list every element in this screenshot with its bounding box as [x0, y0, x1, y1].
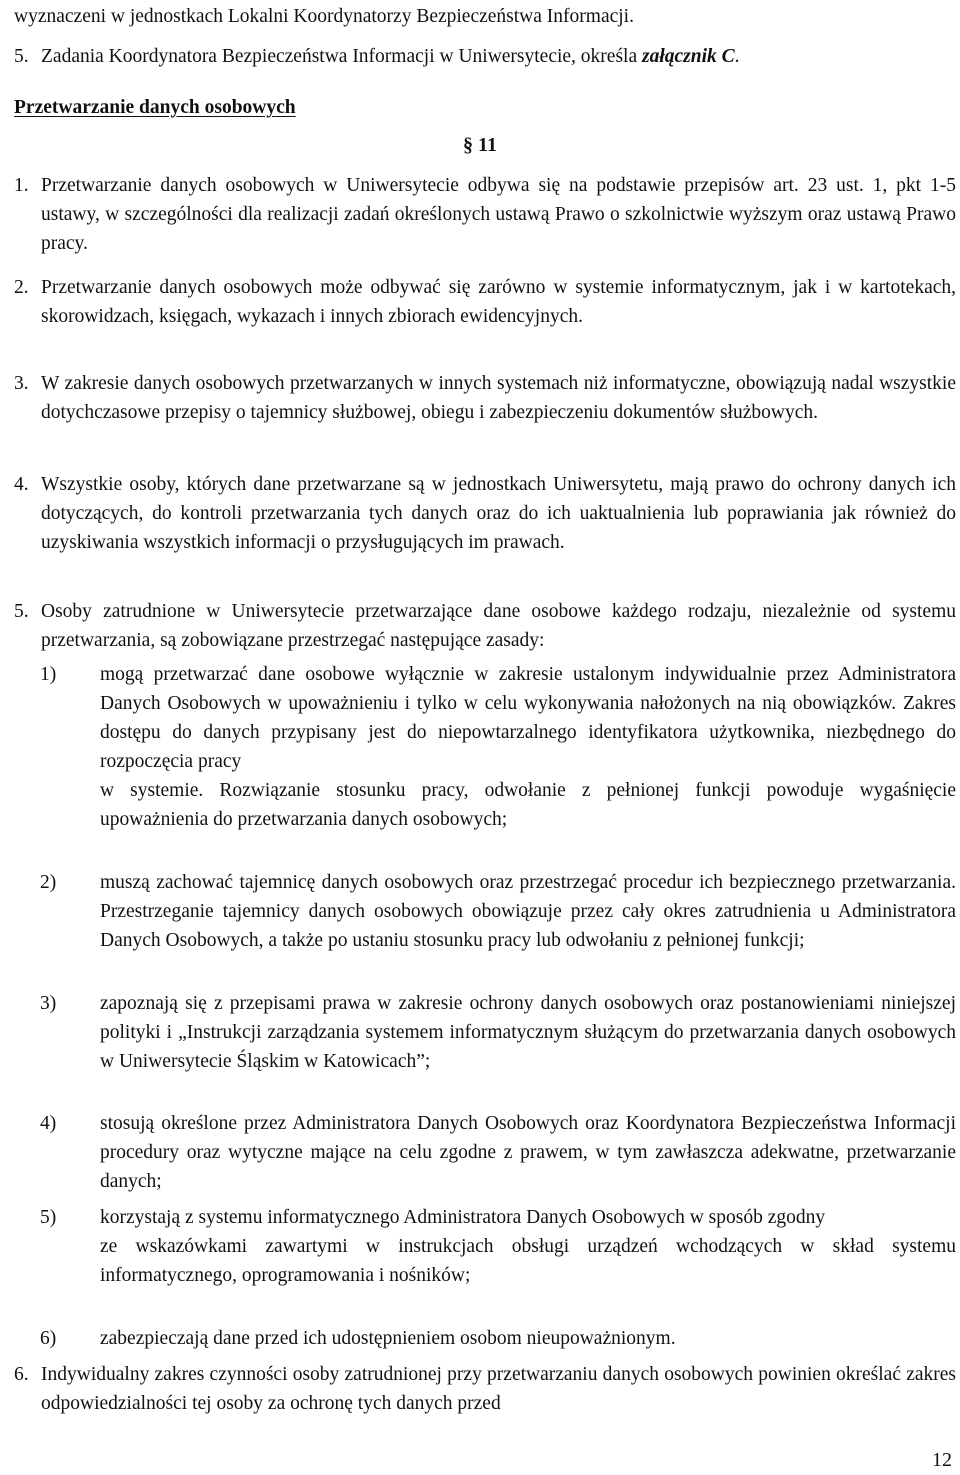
subitem-text-continued: ze wskazówkami zawartymi w instrukcjach obsługi urządzeń wchodzących w skład systemu informatycznego, oprogramowania i nośników;	[100, 1236, 956, 1286]
paragraph-3	[14, 369, 956, 427]
subitem-text: muszą zachować tajemnicę danych osobowych oraz przestrzegać procedur ich bezpiecznego przetwarzania. Przestrzeganie tajemnicy danych osobowych obowiązuje przez cały okres zatrudnienia u Administratora Danych Osobowych, a także po ustaniu stosunku pracy lub odwołaniu z pełnionej funkcji;	[100, 872, 956, 951]
item-5	[14, 42, 954, 71]
paragraph-text: Indywidualny zakres czynności osoby zatrudnionej przy przetwarzaniu danych osobowych powinien określać zakres odpowiedzialności tej osoby za ochronę tych danych przed	[41, 1364, 956, 1414]
subitem-number: 1)	[40, 664, 57, 685]
subitem-3	[40, 989, 956, 1076]
subitem-2	[40, 868, 956, 955]
paragraph-5	[14, 597, 956, 655]
item-text: Zadania Koordynatora Bezpieczeństwa Informacji w Uniwersytecie, określa	[41, 46, 642, 67]
paragraph-number: 2.	[14, 277, 29, 298]
paragraph-text: Osoby zatrudnione w Uniwersytecie przetwarzające dane osobowe każdego rodzaju, niezależnie od systemu przetwarzania, są zobowiązane przestrzegać następujące zasady:	[41, 601, 956, 651]
paragraph-text: Przetwarzanie danych osobowych może odbywać się zarówno w systemie informatycznym, jak i w kartotekach, skorowidzach, księgach, wykazach i innych zbiorach ewidencyjnych.	[41, 277, 956, 327]
paragraph-6	[14, 1360, 956, 1418]
paragraph-2	[14, 273, 956, 331]
subitem-number: 5)	[40, 1207, 57, 1228]
subitem-5	[40, 1203, 956, 1290]
continuation-line: wyznaczeni w jednostkach Lokalni Koordynatorzy Bezpieczeństwa Informacji.	[14, 6, 634, 27]
subitem-number: 6)	[40, 1328, 57, 1349]
paragraph-number: 5.	[14, 601, 29, 622]
subitem-number: 4)	[40, 1113, 57, 1134]
paragraph-text: Przetwarzanie danych osobowych w Uniwersytecie odbywa się na podstawie przepisów art. 23 ust. 1, pkt 1-5 ustawy, w szczególności dla realizacji zadań określonych ustawą Prawo o szkolnictwie wyższym oraz ustawą Prawo pracy.	[41, 175, 956, 254]
subitem-text: stosują określone przez Administratora Danych Osobowych oraz Koordynatora Bezpieczeństwa Informacji procedury oraz wytyczne mające na celu zgodne z prawem, w tym zawłaszcza adekwatne, przetwarzanie danych;	[100, 1113, 956, 1192]
subitem-text: zabezpieczają dane przed ich udostępnieniem osobom nieupoważnionym.	[100, 1328, 676, 1349]
subitem-text: mogą przetwarzać dane osobowe wyłącznie w zakresie ustalonym indywidualnie przez Administratora Danych Osobowych w upoważnieniu i tylko w celu wykonywania nałożonych na nią obowiązków. Zakres dostępu do danych przypisany jest do niepowtarzalnego identyfikatora użytkownika, niezbędnego do rozpoczęcia pracy	[100, 664, 956, 772]
subitem-text: zapoznają się z przepisami prawa w zakresie ochrony danych osobowych oraz postanowieniami niniejszej polityki i „Instrukcji zarządzania systemem informatycznym służącym do przetwarzania danych osobowych w Uniwersytecie Śląskim w Katowicach”;	[100, 993, 956, 1072]
subitem-number: 3)	[40, 993, 57, 1014]
attachment-reference: załącznik C	[642, 46, 735, 67]
item-number: 5.	[14, 46, 29, 67]
subitem-number: 2)	[40, 872, 57, 893]
subitem-text-continued: w systemie. Rozwiązanie stosunku pracy, odwołanie z pełnionej funkcji powoduje wygaśnięcie upoważnienia do przetwarzania danych osobowych;	[100, 780, 956, 830]
paragraph-number: 4.	[14, 474, 29, 495]
subitem-6	[40, 1324, 956, 1353]
subitem-text: korzystają z systemu informatycznego Administratora Danych Osobowych w sposób zgodny	[100, 1207, 826, 1228]
paragraph-text: Wszystkie osoby, których dane przetwarzane są w jednostkach Uniwersytetu, mają prawo do ochrony danych ich dotyczących, do kontroli przetwarzania tych danych oraz do ich uaktualnienia lub poprawiania jak również do uzyskiwania wszystkich informacji o przysługujących im prawach.	[41, 474, 956, 553]
paragraph-number: 1.	[14, 175, 29, 196]
paragraph-1	[14, 171, 956, 258]
section-number: § 11	[463, 134, 497, 156]
subitem-1	[40, 660, 956, 834]
paragraph-text: W zakresie danych osobowych przetwarzanych w innych systemach niż informatyczne, obowiązują nadal wszystkie dotychczasowe przepisy o tajemnicy służbowej, obiegu i zabezpieczeniu dokumentów służbowych.	[41, 373, 956, 423]
paragraph-4	[14, 470, 956, 557]
page-number: 12	[932, 1449, 952, 1471]
item-text-end: .	[734, 46, 740, 67]
section-heading: Przetwarzanie danych osobowych	[14, 97, 296, 118]
subitem-4	[40, 1109, 956, 1196]
paragraph-number: 6.	[14, 1364, 29, 1385]
paragraph-number: 3.	[14, 373, 29, 394]
